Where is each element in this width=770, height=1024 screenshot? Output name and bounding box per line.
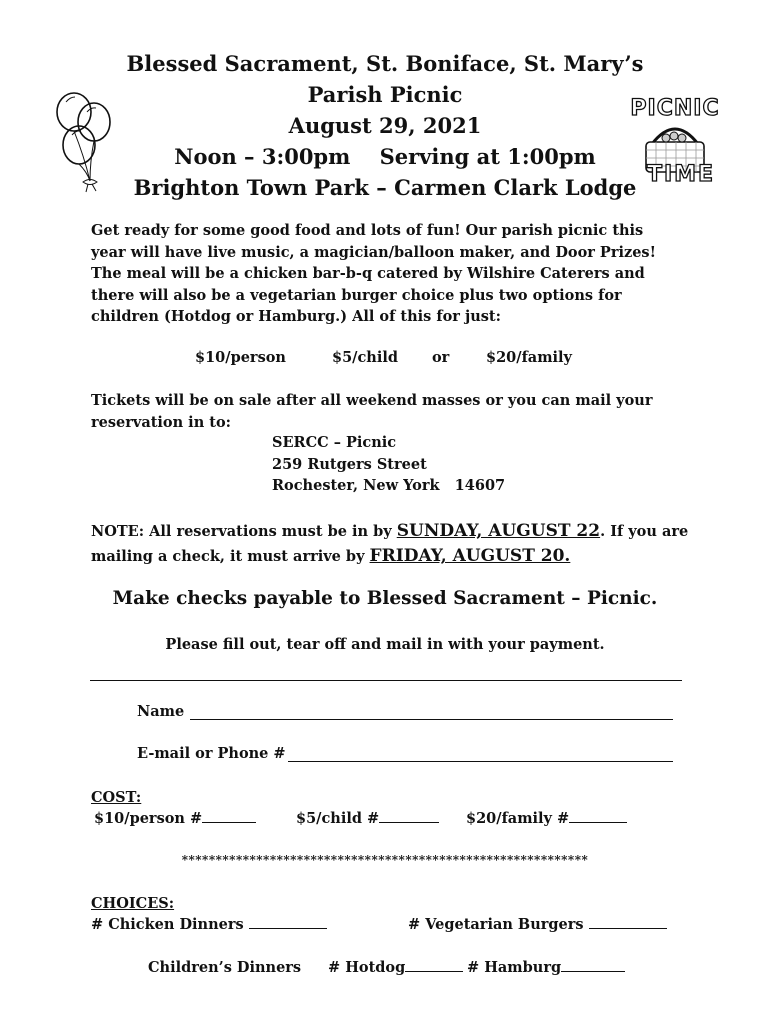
intro-paragraph: Get ready for some good food and lots of fun! Our parish picnic this year will have live music, a magician/balloon maker, and Door Prizes! The meal will be a chicken bar-b-q catered by Wilshire Caterers and there will also be a vegetarian burger choice plus two options for children (Hotdog or Hamburg.) All of this for just: [91, 222, 656, 325]
price-or: or [432, 349, 450, 366]
checks-payable: Make checks payable to Blessed Sacrament – Picnic. [112, 588, 658, 609]
name-label: Name [137, 703, 185, 720]
hamburg-row [467, 957, 625, 979]
mailing-address [272, 432, 505, 497]
logo-word-time: TIME [646, 162, 716, 187]
childrens-dinners-label: Children’s Dinners [148, 959, 302, 976]
vegetarian-field[interactable] [589, 914, 667, 929]
cost-person-row [94, 808, 256, 830]
price-person: $10/person [195, 349, 286, 366]
contact-field[interactable] [288, 745, 673, 762]
address-line-2: 259 Rutgers Street [272, 455, 427, 473]
chicken-field[interactable] [249, 914, 327, 929]
parish-names: Blessed Sacrament, St. Boniface, St. Mary’s [126, 51, 644, 76]
event-time: Noon – 3:00pm Serving at 1:00pm [174, 144, 596, 169]
cost-family-field[interactable] [569, 808, 627, 823]
cost-heading: COST: [91, 789, 142, 806]
stars-divider: ************************************************************ [181, 853, 589, 867]
address-line-3: Rochester, New York 14607 [272, 477, 506, 494]
hotdog-label: # Hotdog [328, 959, 406, 976]
deadline-note [91, 519, 691, 569]
chicken-row [91, 914, 327, 936]
tear-off-line [90, 680, 682, 681]
friday-deadline: FRIDAY, AUGUST 20. [369, 546, 571, 566]
cost-person-field[interactable] [202, 808, 256, 823]
event-location: Brighton Town Park – Carmen Clark Lodge [133, 175, 637, 200]
event-date: August 29, 2021 [288, 113, 482, 138]
tickets-paragraph: Tickets will be on sale after all weekend masses or you can mail your reservation in to: [91, 392, 653, 431]
vegetarian-label: # Vegetarian Burgers [408, 916, 584, 933]
logo-word-picnic: PICNIC [630, 96, 720, 121]
vegetarian-row [408, 914, 667, 936]
fill-out-instructions: Please fill out, tear off and mail in with your payment. [165, 636, 605, 653]
hamburg-label: # Hamburg [467, 959, 562, 976]
address-line-1: SERCC – Picnic [272, 434, 397, 451]
cost-family-row [466, 808, 627, 830]
hotdog-field[interactable] [405, 957, 463, 972]
sunday-deadline: SUNDAY, AUGUST 22 [396, 521, 601, 541]
note-prefix: NOTE: All reservations must be in by [91, 523, 397, 540]
price-child: $5/child [332, 349, 399, 366]
cost-person-label: $10/person # [94, 810, 203, 827]
event-title: Parish Picnic [307, 82, 463, 107]
cost-family-label: $20/family # [466, 810, 570, 827]
note-mid: . If you are mailing a check, it must arrive by [91, 523, 689, 565]
cost-child-field[interactable] [379, 808, 439, 823]
hamburg-field[interactable] [561, 957, 625, 972]
cost-child-row [296, 808, 439, 830]
choices-heading: CHOICES: [91, 895, 175, 912]
price-family: $20/family [486, 349, 572, 366]
cost-child-label: $5/child # [296, 810, 380, 827]
hotdog-row [328, 957, 463, 979]
name-field[interactable] [190, 703, 673, 720]
chicken-label: # Chicken Dinners [91, 916, 244, 933]
event-header [0, 48, 770, 203]
contact-label: E-mail or Phone # [137, 745, 286, 762]
